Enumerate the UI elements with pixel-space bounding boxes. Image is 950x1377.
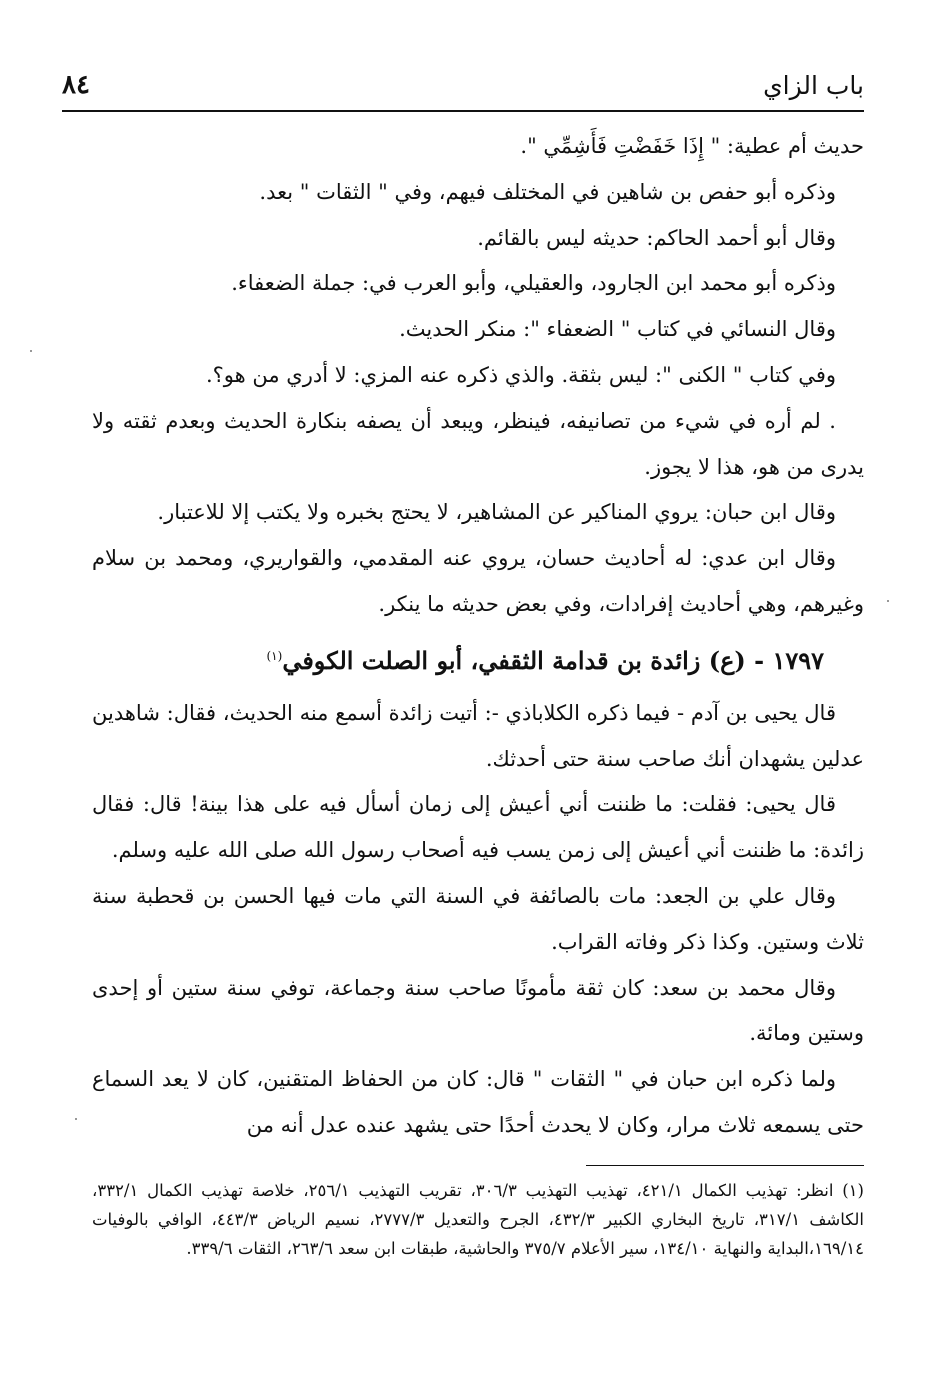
entry-title: ١٧٩٧ - (ع) زائدة بن قدامة الثقفي، أبو الصلت الكوفي (282, 645, 824, 675)
paragraph: وذكره أبو محمد ابن الجارود، والعقيلي، وأبو العرب في: جملة الضعفاء. (231, 271, 836, 296)
footnote-reference: (١) (266, 648, 283, 663)
scan-speck (75, 1118, 77, 1120)
paragraph: . لم أره في شيء من تصانيفه، فينظر، ويبعد أن يصفه بنكارة الحديث وبعدم ثقته ولا يدرى من هو، هذا لا يجوز. (92, 408, 864, 479)
paragraph: قال يحيى بن آدم - فيما ذكره الكلاباذي -: أتيت زائدة أسمع منه الحديث، فقال: شاهدين عدلين يشهدان أنك صاحب سنة حتى أحدثك. (92, 700, 864, 771)
paragraph: وفي كتاب " الكنى ": ليس بثقة. والذي ذكره عنه المزي: لا أدري من هو؟. (205, 362, 836, 387)
page-number: ٨٤ (62, 70, 90, 100)
footnote-separator (586, 1165, 864, 1166)
paragraph: قال يحيى: فقلت: ما ظننت أني أعيش إلى زمان أسأل فيه على هذا بينة! قال: فقال زائدة: ما ظننت أني أعيش إلى زمن يسب فيه أصحاب رسول الله صلى الله عليه وسلم. (92, 792, 864, 863)
chapter-title: باب الزاي (763, 71, 864, 100)
paragraph: حديث أم عطية: " إِذَا خَفَضْتِ فَأَشِمِّي ". (520, 134, 864, 158)
page-header (62, 62, 864, 112)
paragraph: وقال علي بن الجعد: مات بالصائفة في السنة التي مات فيها الحسن بن قحطبة سنة ثلاث وستين. وكذا ذكر وفاته القراب. (92, 883, 864, 954)
paragraph: وقال ابن حبان: يروي المناكير عن المشاهير، لا يحتج بخبره ولا يكتب إلا للاعتبار. (157, 500, 836, 525)
paragraph: وقال النسائي في كتاب " الضعفاء ": منكر الحديث. (399, 317, 836, 342)
scan-speck (30, 350, 32, 352)
footnote-text: (١) انظر: تهذيب الكمال ٤٢١/١، تهذيب التهذيب ٣٠٦/٣، تقريب التهذيب ٢٥٦/١، خلاصة تهذيب الكمال ٣٣٢/١، الكاشف ٣١٧/١، تاريخ البخاري الكبير ٤٣٢/٣، الجرح والتعديل ٢٧٧٧/٣، نسيم الرياض ٤٤٣/٣، الوافي بالوفيات ١٦٩/١٤،البداية والنهاية ١٣٤/١٠، سير الأعلام ٣٧٥/٧ والحاشية، طبقات ابن سعد ٢٦٣/٦، الثقات ٣٣٩/٦. (92, 1181, 864, 1258)
paragraph: وقال أبو أحمد الحاكم: حديثه ليس بالقائم. (477, 225, 836, 250)
footnote (92, 1176, 864, 1263)
main-text (92, 124, 864, 1149)
paragraph: وقال محمد بن سعد: كان ثقة مأمونًا صاحب سنة وجماعة، توفي سنة ستين أو إحدى وستين ومائة. (92, 975, 864, 1046)
paragraph: وقال ابن عدي: له أحاديث حسان، يروي عنه المقدمي، والقواريري، ومحمد بن سلام وغيرهم، وهي أحاديث إفرادات، وفي بعض حديثه ما ينكر. (92, 546, 864, 616)
paragraph: وذكره أبو حفص بن شاهين في المختلف فيهم، وفي " الثقات " بعد. (259, 179, 836, 204)
paragraph: ولما ذكره ابن حبان في " الثقات " قال: كان من الحفاظ المتقنين، كان لا يعد السماع حتى يسمعه ثلاث مرار، وكان لا يحدث أحدًا حتى يشهد عنده عدل أنه من (92, 1067, 864, 1137)
entry-heading (92, 632, 864, 685)
scan-speck (887, 600, 889, 602)
